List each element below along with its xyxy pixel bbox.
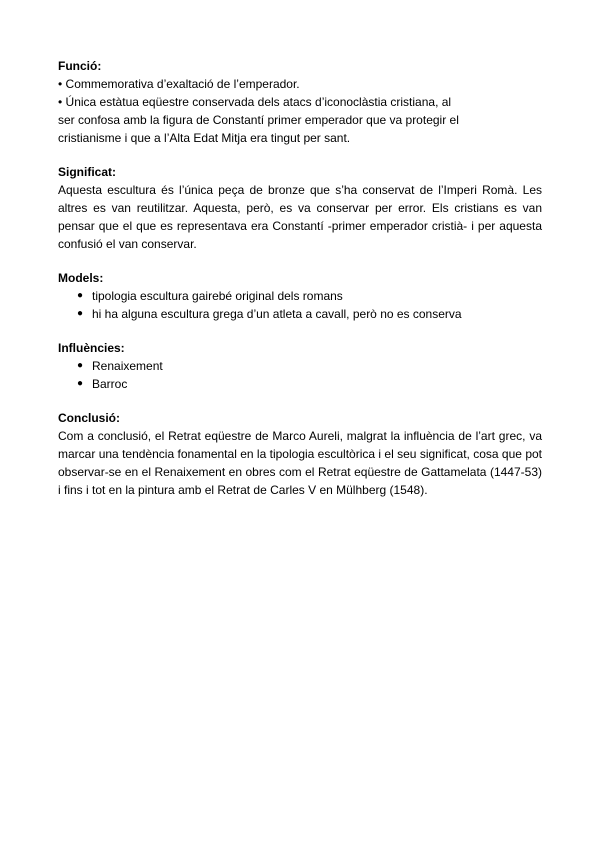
funcio-line: cristianisme i que a l’Alta Edat Mitja era tingut per sant. [58,131,351,145]
list-item-text: hi ha alguna escultura grega d’un atleta a cavall, però no es conserva [92,307,462,321]
models-list [58,287,542,323]
influencies-section [58,339,542,393]
models-heading: Models: [58,271,104,285]
influencies-heading: Influències: [58,341,125,355]
bullet-icon: ● [77,290,84,301]
list-item-text: Renaixement [92,359,163,373]
funcio-line: ser confosa amb la figura de Constantí primer emperador que va protegir el [58,113,459,127]
funcio-heading: Funció: [58,59,102,73]
list-item-text: Barroc [92,377,128,391]
significat-paragraph: Aquesta escultura és l’única peça de bronze que s’ha conservat de l’Imperi Romà. Les altres es van reutilitzar. Aquesta, però, es va conservar per error. Els cristians es van pensar que el que es representava era Constantí -primer emperador cristià- i per aquesta confusió el van conservar. [58,183,542,251]
conclusio-paragraph: Com a conclusió, el Retrat eqüestre de Marco Aureli, malgrat la influència de l’art grec, va marcar una tendència fonamental en la tipologia escultòrica i el seu significat, cosa que pot observar-se en el Renaixement en obres com el Retrat eqüestre de Gattamelata (1447-53) i fins i tot en la pintura amb el Retrat de Carles V en Mülhberg (1548). [58,429,542,497]
conclusio-section [58,409,542,499]
bullet-icon: ● [77,308,84,319]
bullet-icon: ● [77,378,84,389]
significat-heading: Significat: [58,165,117,179]
funcio-line: • Commemorativa d’exaltació de l’emperador. [58,77,300,91]
list-item [58,305,542,323]
list-item-text: tipologia escultura gairebé original dels romans [92,289,343,303]
funcio-section [58,57,542,147]
bullet-icon: ● [77,360,84,371]
list-item [58,287,542,305]
document-page [58,57,542,515]
influencies-list [58,357,542,393]
significat-section [58,163,542,253]
conclusio-heading: Conclusió: [58,411,120,425]
funcio-line: • Única estàtua eqüestre conservada dels atacs d’iconoclàstia cristiana, al [58,95,452,109]
list-item [58,357,542,375]
list-item [58,375,542,393]
models-section [58,269,542,323]
